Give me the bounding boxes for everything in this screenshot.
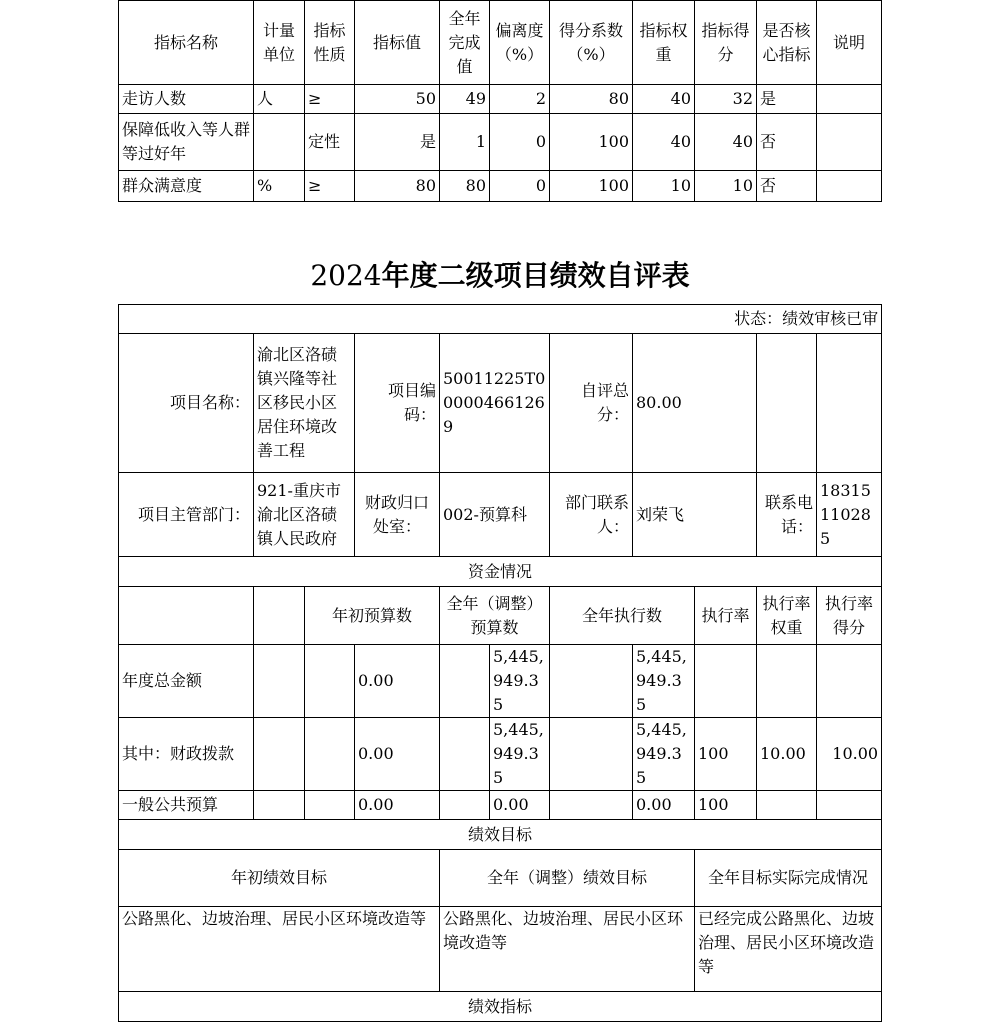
cell: 40 (695, 114, 757, 171)
funds-rate: 100 (695, 718, 757, 791)
cell: 40 (633, 85, 695, 114)
cell: 1 (440, 114, 490, 171)
phone: 18315110285 (817, 473, 882, 557)
cell: 50 (355, 85, 440, 114)
empty-cell (254, 587, 305, 645)
title-text: 年度二级项目绩效自评表 (381, 259, 690, 292)
goals-section-header: 绩效目标 (119, 820, 882, 850)
page-title (0, 256, 1000, 296)
empty-cell (440, 791, 490, 820)
cell (817, 171, 882, 202)
finance: 002-预算科 (440, 473, 550, 557)
empty-cell (550, 645, 633, 718)
cell: ≥ (305, 171, 355, 202)
empty-cell (440, 645, 490, 718)
funds-adjusted: 5,445,949.35 (490, 718, 550, 791)
funds-score: 10.00 (817, 718, 882, 791)
goals-col-header: 全年（调整）绩效目标 (440, 850, 695, 907)
cell (817, 85, 882, 114)
cell: ≥ (305, 85, 355, 114)
funds-score (817, 645, 882, 718)
cell (254, 114, 305, 171)
status-text: 状态：绩效审核已审 (119, 305, 882, 334)
indicator-table-top (118, 0, 882, 202)
cell: 2 (490, 85, 550, 114)
col-header: 指标值 (355, 1, 440, 85)
cell: 10 (633, 171, 695, 202)
cell: 是 (757, 85, 817, 114)
col-header: 说明 (817, 1, 882, 85)
funds-weight (757, 645, 817, 718)
cell: 走访人数 (119, 85, 254, 114)
cell: 群众满意度 (119, 171, 254, 202)
funds-col-header: 全年执行数 (550, 587, 695, 645)
dept: 921-重庆市渝北区洛碛镇人民政府 (254, 473, 355, 557)
cell: 否 (757, 114, 817, 171)
col-header: 指标性质 (305, 1, 355, 85)
funds-row (119, 645, 882, 718)
funds-executed: 0.00 (633, 791, 695, 820)
funds-adjusted: 5,445,949.35 (490, 645, 550, 718)
cell: 80 (550, 85, 633, 114)
cell: 49 (440, 85, 490, 114)
contact-label: 部门联系人： (550, 473, 633, 557)
col-header: 指标权重 (633, 1, 695, 85)
cell: 0 (490, 114, 550, 171)
project-code: 50011225T000004661269 (440, 334, 550, 473)
col-header: 全年完成值 (440, 1, 490, 85)
funds-row (119, 718, 882, 791)
empty-cell (757, 334, 817, 473)
funds-weight: 10.00 (757, 718, 817, 791)
funds-initial: 0.00 (355, 791, 440, 820)
funds-weight (757, 791, 817, 820)
empty-cell (817, 334, 882, 473)
goal-initial: 公路黑化、边坡治理、居民小区环境改造等 (119, 907, 440, 992)
cell: 0 (490, 171, 550, 202)
funds-adjusted: 0.00 (490, 791, 550, 820)
funds-executed: 5,445,949.35 (633, 718, 695, 791)
funds-row-label: 一般公共预算 (119, 791, 254, 820)
col-header: 计量单位 (254, 1, 305, 85)
funds-rate (695, 645, 757, 718)
project-code-label: 项目编码： (355, 334, 440, 473)
funds-col-header: 执行率权重 (757, 587, 817, 645)
col-header: 指标名称 (119, 1, 254, 85)
cell: 100 (550, 171, 633, 202)
empty-cell (305, 645, 355, 718)
cell: 保障低收入等人群等过好年 (119, 114, 254, 171)
empty-cell (550, 791, 633, 820)
goals-col-header: 全年目标实际完成情况 (695, 850, 882, 907)
funds-col-header: 年初预算数 (305, 587, 440, 645)
funds-col-header: 全年（调整）预算数 (440, 587, 550, 645)
table-row (119, 85, 882, 114)
goal-actual: 已经完成公路黑化、边坡治理、居民小区环境改造等 (695, 907, 882, 992)
cell: % (254, 171, 305, 202)
phone-label: 联系电话： (757, 473, 817, 557)
project-name-label: 项目名称： (119, 334, 254, 473)
funds-initial: 0.00 (355, 718, 440, 791)
evaluation-form (118, 304, 882, 1022)
empty-cell (305, 718, 355, 791)
goal-adjusted: 公路黑化、边坡治理、居民小区环境改造等 (440, 907, 695, 992)
col-header: 偏离度（%） (490, 1, 550, 85)
empty-cell (305, 791, 355, 820)
funds-col-header: 执行率 (695, 587, 757, 645)
funds-rate: 100 (695, 791, 757, 820)
cell: 80 (355, 171, 440, 202)
funds-score (817, 791, 882, 820)
empty-cell (550, 718, 633, 791)
table-row (119, 114, 882, 171)
empty-cell (254, 791, 305, 820)
header-row (119, 1, 882, 85)
project-name: 渝北区洛碛镇兴隆等社区移民小区居住环境改善工程 (254, 334, 355, 473)
cell: 否 (757, 171, 817, 202)
cell: 10 (695, 171, 757, 202)
cell: 100 (550, 114, 633, 171)
cell (817, 114, 882, 171)
title-year: 2024 (310, 259, 382, 292)
dept-label: 项目主管部门： (119, 473, 254, 557)
funds-section-header: 资金情况 (119, 557, 882, 587)
empty-cell (254, 718, 305, 791)
self-score-label: 自评总分： (550, 334, 633, 473)
col-header: 指标得分 (695, 1, 757, 85)
cell: 是 (355, 114, 440, 171)
indicators-section-header: 绩效指标 (119, 992, 882, 1022)
funds-executed: 5,445,949.35 (633, 645, 695, 718)
funds-initial: 0.00 (355, 645, 440, 718)
col-header: 是否核心指标 (757, 1, 817, 85)
funds-row (119, 791, 882, 820)
col-header: 得分系数（%） (550, 1, 633, 85)
funds-col-header: 执行率得分 (817, 587, 882, 645)
funds-row-label: 年度总金额 (119, 645, 254, 718)
empty-cell (254, 645, 305, 718)
self-score: 80.00 (633, 334, 757, 473)
cell: 人 (254, 85, 305, 114)
finance-label: 财政归口处室： (355, 473, 440, 557)
funds-row-label: 其中：财政拨款 (119, 718, 254, 791)
cell: 80 (440, 171, 490, 202)
empty-cell (440, 718, 490, 791)
table-row (119, 171, 882, 202)
contact: 刘荣飞 (633, 473, 757, 557)
goals-col-header: 年初绩效目标 (119, 850, 440, 907)
empty-cell (119, 587, 254, 645)
cell: 40 (633, 114, 695, 171)
cell: 32 (695, 85, 757, 114)
cell: 定性 (305, 114, 355, 171)
